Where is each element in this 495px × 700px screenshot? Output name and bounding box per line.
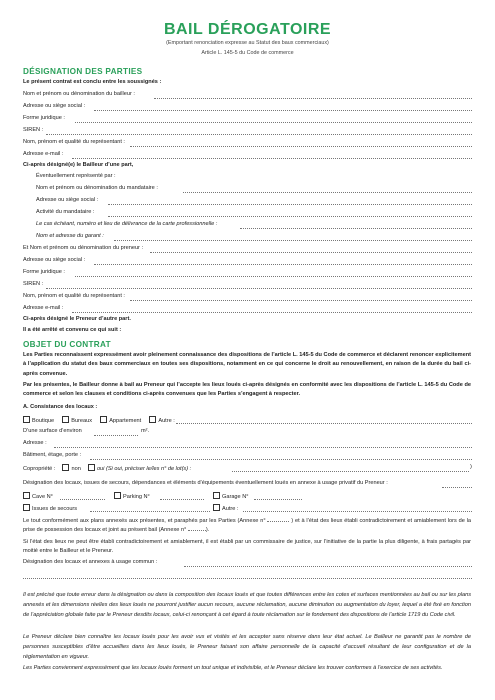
premises-type-options [23,416,175,424]
issues-secours-field[interactable] [90,511,210,512]
building-floor-door-field[interactable] [90,459,472,460]
garage-checkbox[interactable] [213,492,220,499]
bailleur-name-label: Nom et prénom ou dénomination du bailleur : [23,91,135,97]
preneur-representative-label: Nom, prénom et qualité du représentant : [23,293,125,299]
preneur-name-field[interactable] [150,252,472,253]
boutique-label: Boutique [32,418,55,424]
annex-number-field-2[interactable] [188,530,206,531]
garage-number-field[interactable] [254,499,302,500]
copropriete-row [23,464,191,472]
indivisibility-clause: Les Parties conviennent expressément que les locaux loués forment un tout unique et indivisible, et le Preneur déclare les trouver conformes à l’exercice de ses activités. [23,665,443,671]
cave-number-field[interactable] [60,499,105,500]
preneur-siren-field[interactable] [46,288,472,289]
document-subtitle: (Emportant renonciation expresse au Statut des baux commerciaux) [166,40,329,46]
common-areas-label: Désignation des locaux et annexes à usage commun : [23,559,158,565]
preneur-siren-label: SIREN : [23,281,44,287]
plans-annex-text-2: ) et à l’état des lieux établi contradictoirement et amiablement lors de la prise de possession des locaux et joint au présent bail (Annexe n° [23,518,471,534]
autre-field[interactable] [176,423,472,424]
designation-errors-clause: Il est précisé que toute erreur dans la désignation ou dans la composition des locaux loués et que toutes différences entre les cotes et surfaces mentionnées au bail ou sur les plans annexés et les dimensions réelles des lieux loués ne pourront justifier aucun recours, aucune réclamation, aucune diminution ou augmentation du loyer, lequel a été fixé en fonction de l’appréciation globale faite par le Preneur desdits locaux, celui-ci renonçant à cet égard à toute réclamation sur le fondement des dispositions de l’article 1719 du Code civil. [23,592,471,619]
mandataire-activity-field[interactable] [108,216,472,217]
issues-secours-label: Issues de secours [32,506,78,512]
preneur-address-label: Adresse ou siège social : [23,257,86,263]
bailleur-name-field[interactable] [154,98,472,99]
common-areas-field-1[interactable] [184,566,472,567]
parking-group [114,492,150,500]
appartement-checkbox[interactable] [100,416,107,423]
copropriete-close-paren: ) [470,464,472,470]
boutique-checkbox[interactable] [23,416,30,423]
document-title: BAIL DÉROGATOIRE [163,21,332,38]
surface-label: D’une surface d’environ [23,428,82,434]
bailleur-email-label: Adresse e-mail : [23,151,64,157]
bailleur-legal-form-field[interactable] [75,122,472,123]
appartement-label: Appartement [109,418,142,424]
preneur-email-label: Adresse e-mail : [23,305,64,311]
bailleur-siren-label: SIREN : [23,127,44,133]
bureaux-checkbox[interactable] [62,416,69,423]
document-article-reference: Article L. 145-5 du Code de commerce [201,50,294,56]
designation-private-intro: Désignation des locaux, issues de secours, dépendances et éléments d’équipements éventuellement loués en annexe à usage privatif du Preneur : [23,480,388,486]
copropriete-label: Copropriété : [23,466,56,472]
copropriete-oui-label: oui (Si oui, préciser le/les n° de lot(s) : [96,466,192,472]
preneur-representative-field[interactable] [130,300,472,301]
plans-annex-text-1: Le tout conformément aux plans annexés aux présentes, et paraphés par les Parties (Annexe n° [23,518,266,524]
preneur-email-field[interactable] [72,312,472,313]
cave-label: Cave N° [32,494,53,500]
mandataire-name-field[interactable] [183,192,472,193]
annex-number-field-1[interactable] [267,521,289,522]
autre2-field[interactable] [243,511,472,512]
mandataire-address-label: Adresse ou siège social : [36,197,99,203]
copropriete-oui-checkbox[interactable] [88,464,95,471]
issues-secours-group [23,504,77,512]
autre2-checkbox[interactable] [213,504,220,511]
bailleur-representative-field[interactable] [130,146,472,147]
preneur-legal-form-field[interactable] [75,276,472,277]
etat-des-lieux-paragraph: Si l’état des lieux ne peut être établi contradictoirement et amiablement, il est établi par un commissaire de justice, sur l’initiative de la partie la plus diligente, à frais partagés par moitié entre le Bailleur et le Preneur. [23,539,471,555]
surface-field[interactable] [94,435,138,436]
premises-acceptance-clause: Le Preneur déclare bien connaître les locaux loués pour les avoir vus et visités et les accepter sans réserve dans leur état actuel. Le Bailleur ne garantit pas le nombre de personnes susceptibles d’être accueillies dans les lieux loués, le Preneur faisant son affaire personnelle de la capacité d’accueil résultant de leur configuration et de la réglementation en vigueur. [23,634,471,661]
preneur-designation: Ci-après désigné le Preneur d’autre part. [23,316,131,322]
bailleur-legal-form-label: Forme juridique : [23,115,65,121]
parking-label: Parking N° [123,494,150,500]
garage-label: Garage N° [222,494,249,500]
plans-annex-paragraph [23,517,471,536]
mandataire-address-field[interactable] [108,204,472,205]
cave-checkbox[interactable] [23,492,30,499]
parking-checkbox[interactable] [114,492,121,499]
premises-address-label: Adresse : [23,440,47,446]
bureaux-label: Bureaux [71,418,93,424]
mandataire-guarantor-field[interactable] [114,240,472,241]
section-heading-objet: OBJET DU CONTRAT [23,340,111,349]
consistance-heading: A. Consistance des locaux : [23,404,98,410]
objet-paragraph-lease-grant: Par les présentes, le Bailleur donne à bail au Preneur qui l’accepte les lieux loués ci-après désignés en conformité avec les dispositions de l’article L. 145-5 du Code de commerce et selon les clauses et conditions ci-après convenues que les Parties s’engagent à respecter. [23,382,471,398]
cave-parking-garage-row [23,492,53,500]
mandataire-name-label: Nom et prénom ou dénomination du mandataire : [36,185,158,191]
objet-paragraph-renunciation: Les Parties reconnaissent expressément avoir pleinement connaissance des dispositions de l’article L. 145-5 du Code de commerce et déclarent renoncer explicitement à l’application du statut des baux commerciaux en toutes ses dispositions, notamment en ce qui concerne le droit au renouvellement, en raison de la durée du bail ci-après convenue. [23,352,471,377]
parking-number-field[interactable] [160,499,204,500]
copropriete-non-checkbox[interactable] [62,464,69,471]
bailleur-email-field[interactable] [72,158,472,159]
building-floor-door-label: Bâtiment, étage, porte : [23,452,82,458]
preneur-legal-form-label: Forme juridique : [23,269,65,275]
autre-label: Autre : [158,418,175,424]
plans-annex-text-3: ). [205,527,210,534]
preneur-address-field[interactable] [94,264,472,265]
autre2-group [213,504,238,512]
autre2-label: Autre : [222,506,239,512]
common-areas-field-2[interactable] [23,578,472,579]
parties-intro: Le présent contrat est conclu entre les soussignés : [23,79,162,85]
bailleur-siren-field[interactable] [46,134,472,135]
autre-checkbox[interactable] [149,416,156,423]
designation-private-field[interactable] [442,487,472,488]
lot-numbers-field[interactable] [232,471,469,472]
mandataire-activity-label: Activité du mandataire : [36,209,95,215]
section-heading-parties: DÉSIGNATION DES PARTIES [23,67,143,76]
mandataire-card-label: Le cas échéant, numéro et lieu de délivrance de la carte professionnelle : [36,221,218,227]
preneur-name-label: Et Nom et prénom ou dénomination du preneur : [23,245,144,251]
surface-unit: m². [141,428,150,434]
bailleur-representative-label: Nom, prénom et qualité du représentant : [23,139,125,145]
bailleur-designation: Ci-après désigné(e) le Bailleur d’une part, [23,162,134,168]
mandataire-card-field[interactable] [240,228,472,229]
mandataire-intro: Éventuellement représenté par : [36,173,116,179]
bailleur-address-field[interactable] [94,110,472,111]
copropriete-non-label: non [71,466,81,472]
issues-secours-checkbox[interactable] [23,504,30,511]
premises-address-field[interactable] [54,447,472,448]
bailleur-address-label: Adresse ou siège social : [23,103,86,109]
mandataire-guarantor-label: Nom et adresse du garant : [36,233,104,239]
agreement-statement: Il a été arrêté et convenu ce qui suit : [23,327,122,333]
garage-group [213,492,249,500]
